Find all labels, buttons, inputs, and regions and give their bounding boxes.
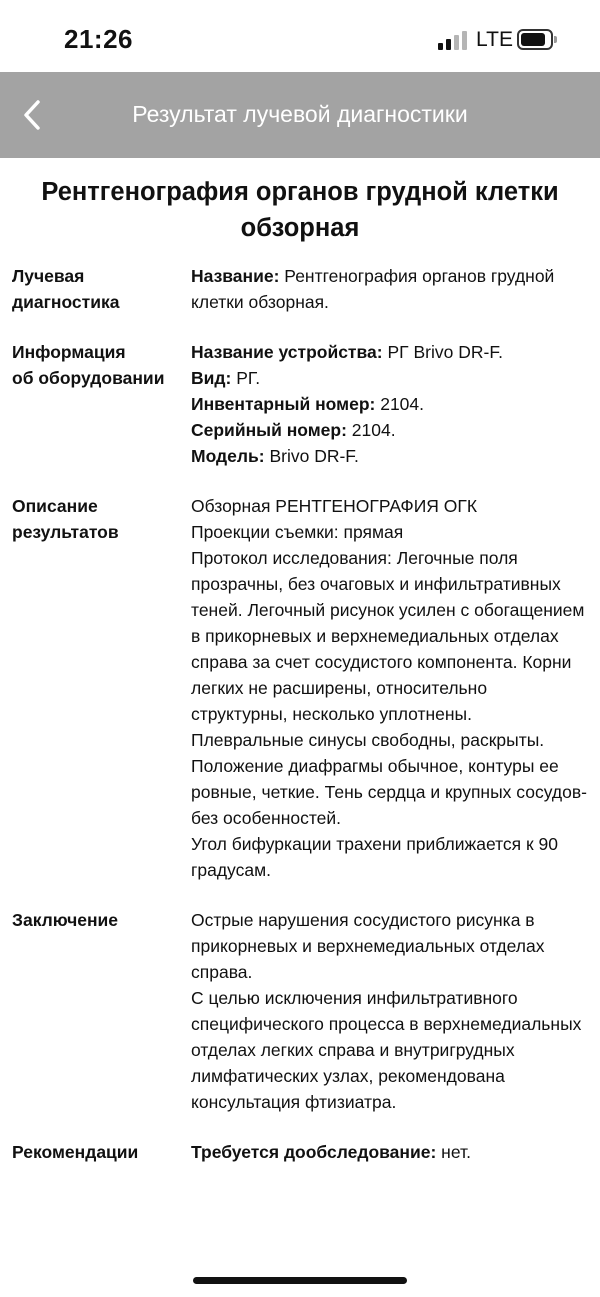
value-text: 2104.: [346, 420, 396, 440]
value-key: Требуется дообследование:: [191, 1142, 437, 1162]
report-row: [0, 263, 600, 315]
row-label: Лучевая диагностика: [12, 266, 120, 312]
value-text: Угол бифуркации трахени приближается к 90 градусам.: [191, 834, 559, 880]
value-text: Brivo DR-F.: [264, 446, 359, 466]
value-line: [191, 831, 588, 883]
row-value: [178, 493, 588, 883]
row-label: Заключение: [12, 910, 119, 930]
row-value: [178, 263, 588, 315]
value-line: [191, 417, 588, 443]
row-value: [178, 339, 588, 469]
value-key: Вид:: [191, 368, 232, 388]
network-type: LTE: [476, 28, 513, 51]
value-line: [191, 985, 588, 1115]
value-line: [191, 391, 588, 417]
report-row: [0, 339, 600, 469]
row-value: [178, 907, 588, 1115]
value-text: 2104.: [375, 394, 424, 414]
report-row: [0, 907, 600, 1115]
home-indicator[interactable]: [193, 1277, 407, 1284]
value-text: Обзорная РЕНТГЕНОГРАФИЯ ОГК: [191, 496, 478, 516]
value-text: РГ Brivo DR-F.: [382, 342, 503, 362]
status-bar: [0, 0, 600, 72]
report-table: [0, 263, 600, 1165]
value-line: [191, 493, 588, 519]
value-line: [191, 365, 588, 391]
value-text: Проекции съемки: прямая: [191, 522, 404, 542]
navigation-bar: [0, 72, 600, 158]
value-text: Острые нарушения сосудистого рисунка в прикорневых и верхнемедиальных отделах справа.: [191, 910, 545, 982]
value-line: [191, 519, 588, 545]
value-text: С целью исключения инфильтративного специфического процесса в верхнемедиальных отделах легких справа и внутригрудных лимфатических узлах, рекомендована консультация фтизиатра.: [191, 988, 582, 1112]
value-key: Название устройства:: [191, 342, 383, 362]
cellular-signal-icon: [438, 30, 468, 50]
value-line: [191, 263, 588, 315]
value-text: Рентгенография органов грудной клетки обзорная.: [191, 266, 555, 312]
row-label: Информация об оборудовании: [12, 342, 165, 388]
battery-icon: [517, 29, 553, 50]
report-row: [0, 1139, 600, 1165]
row-value: [178, 1139, 588, 1165]
report-row: [0, 493, 600, 883]
value-line: [191, 545, 588, 831]
row-label: Рекомендации: [12, 1142, 139, 1162]
value-text: нет.: [436, 1142, 471, 1162]
value-line: [191, 339, 588, 365]
value-line: [191, 1139, 588, 1165]
value-line: [191, 907, 588, 985]
nav-title: Результат лучевой диагностики: [132, 101, 468, 127]
report-content: [0, 158, 600, 1189]
status-time: 21:26: [64, 24, 133, 54]
page-title: Рентгенография органов грудной клетки обзорная: [41, 178, 559, 242]
value-key: Инвентарный номер:: [191, 394, 376, 414]
row-label: Описание результатов: [12, 496, 119, 542]
value-text: РГ.: [231, 368, 261, 388]
value-key: Серийный номер:: [191, 420, 347, 440]
value-text: Протокол исследования: Легочные поля прозрачны, без очаговых и инфильтративных теней. Легочный рисунок усилен с обогащением в прикорневых и верхнемедиальных отделах справа за счет сосудистого компонента. Корни легких не расширены, относительно структурны, несколько уплотнены. Плевральные синусы свободны, раскрыты. Положение диафрагмы обычное, контуры ее ровные, четкие. Тень сердца и крупных сосудов- без особенностей.: [191, 548, 587, 828]
value-line: [191, 443, 588, 469]
value-key: Название:: [191, 266, 280, 286]
value-key: Модель:: [191, 446, 265, 466]
